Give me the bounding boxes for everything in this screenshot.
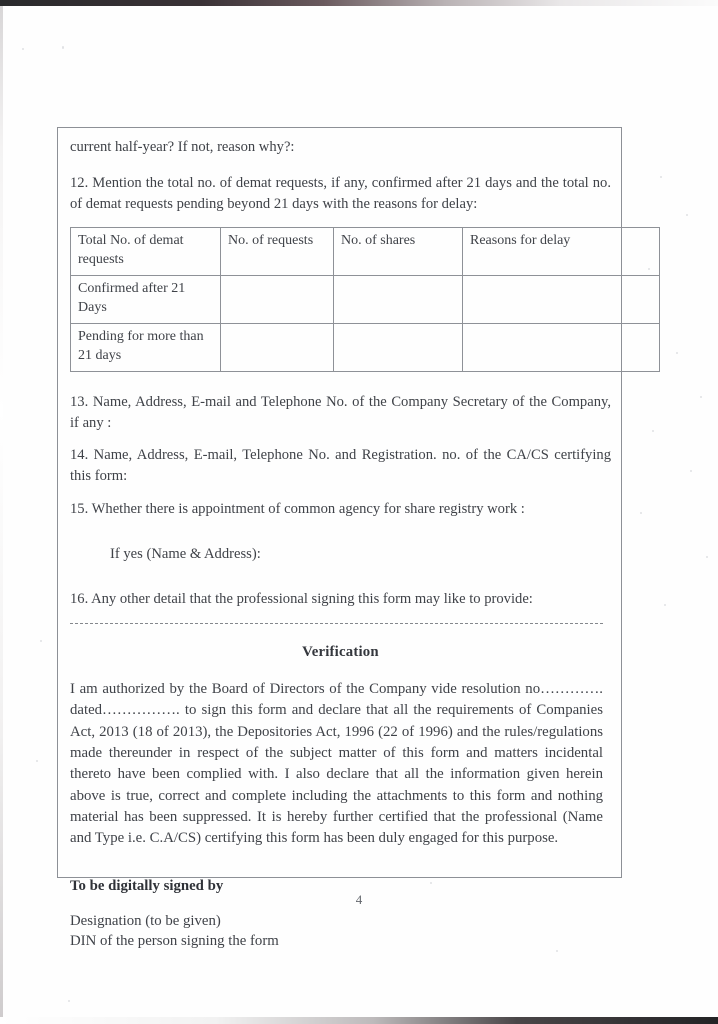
table-row-label: Pending for more than 21 days (71, 323, 221, 371)
form-content (70, 137, 611, 952)
scan-speck (706, 556, 708, 558)
signature-designation-label: Designation (to be given) (70, 912, 221, 929)
scan-speck (640, 512, 642, 514)
form-item-12: 12. Mention the total no. of demat requests, if any, confirmed after 21 days and the total no. of demat requests pending beyond 21 days with the reasons for delay: (70, 175, 611, 213)
table-cell-requests[interactable] (221, 323, 334, 371)
scan-edge-left (0, 6, 3, 1017)
scan-speck (36, 760, 38, 762)
table-header-cell: Total No. of demat requests (71, 227, 221, 275)
table-header-row (71, 227, 660, 275)
table-cell-requests[interactable] (221, 275, 334, 323)
form-item-14: 14. Name, Address, E-mail, Telephone No. and Registration. no. of the CA/CS certifying this form: (70, 447, 611, 485)
scan-speck (686, 214, 688, 216)
table-cell-reasons[interactable] (463, 275, 660, 323)
signature-heading: To be digitally signed by (70, 877, 224, 894)
scan-speck (676, 352, 678, 354)
scan-speck (40, 640, 42, 642)
scan-edge-bottom (0, 1017, 718, 1024)
form-content-frame (57, 127, 622, 950)
verification-body-text: I am authorized by the Board of Directors of the Company vide resolution no…………. dated……………. to sign this form and declare that all the requirements of Companies Act, 2013 (18 of 2013), the Depositories Act, 1996 (22 of 1996) and the rules/regulations made thereunder in respect of the subject matter of this form and matters incidental thereto have been complied with. I also declare that all the information given herein above is true, correct and complete including the attachments to this form and nothing material has been suppressed. It is hereby further certified that the professional (Name and Type i.e. C.A/CS) certifying this form has been duly engaged for this purpose. (70, 681, 603, 847)
table-cell-reasons[interactable] (463, 323, 660, 371)
form-item-15: 15. Whether there is appointment of common agency for share registry work : (70, 500, 525, 517)
form-item-16: 16. Any other detail that the professional signing this form may like to provide: (70, 590, 533, 607)
signature-din-label: DIN of the person signing the form (70, 933, 279, 950)
demat-requests-table (70, 227, 660, 372)
scan-speck (62, 46, 64, 49)
table-header-cell: No. of shares (334, 227, 463, 275)
scan-speck (660, 176, 662, 178)
scan-speck (700, 396, 702, 398)
page-number: 4 (355, 892, 363, 907)
table-header-cell: Reasons for delay (463, 227, 660, 275)
table-row-label: Confirmed after 21 Days (71, 275, 221, 323)
table-cell-shares[interactable] (334, 323, 463, 371)
carryover-question-text: current half-year? If not, reason why?: (70, 139, 295, 155)
table-row (71, 323, 660, 371)
section-divider (70, 623, 603, 624)
table-row (71, 275, 660, 323)
verification-heading: Verification (302, 644, 379, 661)
scan-speck (68, 1000, 70, 1002)
table-cell-shares[interactable] (334, 275, 463, 323)
scan-speck (664, 604, 666, 606)
table-header-cell: No. of requests (221, 227, 334, 275)
scan-speck (22, 48, 24, 50)
form-item-13: 13. Name, Address, E-mail and Telephone No. of the Company Secretary of the Company, if any : (70, 393, 611, 431)
scan-edge-top (0, 0, 718, 6)
form-item-15-sub: If yes (Name & Address): (110, 545, 261, 562)
scan-speck (690, 470, 692, 472)
scan-speck (652, 430, 654, 432)
